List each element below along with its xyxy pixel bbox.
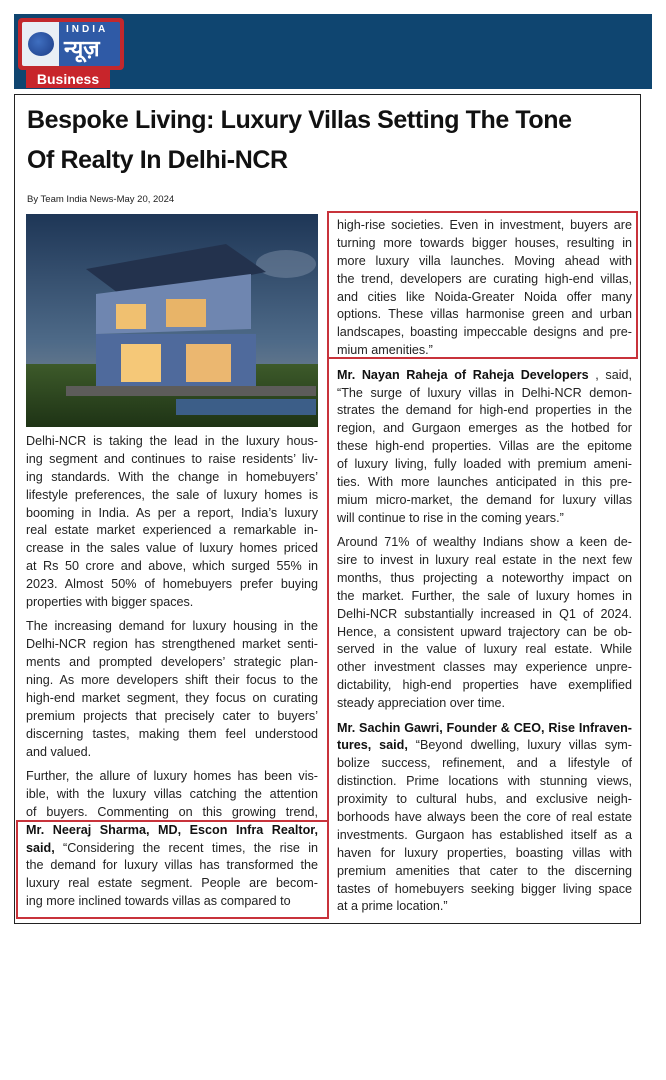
text-line: at a prime location.” — [337, 899, 448, 914]
logo-news-text: न्यूज़ — [64, 36, 100, 61]
text-line: options. These villas harmonise green and urban — [337, 307, 632, 322]
text-line: investments. Gurgaon has established itself as a — [337, 827, 632, 842]
text-line: months, thus projecting a noteworthy impact on — [337, 570, 632, 585]
text-line: ments and prompted developers’ strategic plan- — [26, 655, 318, 670]
text-line: high-rise societies. Even in investment, buyers are — [337, 218, 632, 232]
title-line: Of Realty In Delhi-NCR — [27, 146, 288, 174]
text-line: premium projects that precisely cater to buyers’ — [26, 708, 318, 723]
text-line: real estate market experienced a remarkable in- — [26, 523, 318, 538]
text-line: dictability, high-end properties have exemplified — [337, 678, 632, 693]
text-line: landscapes, boasting impeccable designs and pre- — [337, 325, 632, 340]
text-line: bolize success, refinement, and a lifestyle of — [337, 756, 632, 771]
text-line: Further, the allure of luxury homes has been vis- — [26, 769, 318, 784]
text-line: high-end market segment, they focus on curating — [26, 690, 318, 705]
text-line: turning more towards bigger houses, resulting in — [337, 235, 632, 250]
text-line: ing segment and continues to raise residents’ liv- — [26, 451, 318, 466]
globe-icon — [28, 32, 54, 56]
text-line: haven for luxury properties, boasting villas with — [337, 845, 632, 860]
quote-text: “Beyond dwelling, luxury villas sym- — [407, 738, 632, 753]
text-line: mium amenities.” — [337, 343, 433, 358]
quote-text: “Considering the recent times, the rise in — [54, 840, 318, 855]
byline: By Team India News-May 20, 2024 — [27, 194, 175, 205]
speaker-name: Mr. Sachin Gawri, Founder & CEO, Rise Infraven- — [337, 720, 632, 735]
text-line: the market. Further, the sale of luxury homes in — [337, 588, 632, 603]
quote-highlight-box — [16, 820, 329, 919]
speaker-name: Mr. Neeraj Sharma, MD, Escon Infra Realtor, — [26, 822, 318, 837]
quote-highlight-box — [327, 211, 638, 359]
text-line: the demand for luxury villas has transformed the — [26, 858, 318, 873]
text-line: properties with bigger spaces. — [26, 595, 194, 610]
logo-frame — [18, 18, 124, 70]
text-line: ing more inclined towards villas as compared to — [26, 894, 291, 909]
text-line: mium micro-market, the demand for luxury villas — [337, 492, 632, 507]
text-line: strates the demand for high-end properties in the — [337, 403, 632, 418]
text-line: more luxury villa launches. Moving ahead with — [337, 253, 632, 268]
text-line: distinction. Prime locations with stunning views, — [337, 774, 632, 789]
text-line: lifestyle preferences, the sale of luxury homes is — [26, 487, 318, 502]
text-line: Delhi-NCR substantially increased in Q1 of 2024. — [337, 606, 632, 621]
text-line: served in the value of luxury real estate. While — [337, 642, 632, 657]
text-line: ties. With more launches anticipated in this pre- — [337, 474, 632, 489]
text-line — [337, 367, 632, 385]
text-line: “The surge of luxury villas in Delhi-NCR demon- — [337, 385, 632, 400]
logo-panel — [22, 22, 120, 66]
text-line: the trend, developers are curating high-end villas, — [337, 271, 632, 286]
text-line: ing standards. With the change in homebuyers’ — [26, 469, 318, 484]
text-line: booming in India. As per a report, India’s luxury — [26, 505, 318, 520]
text-line: other investment classes may experience unpre- — [337, 660, 632, 675]
text-line: borhoods have always been the core of real estate — [337, 810, 632, 824]
text-line: discerning tastes, making them feel understood — [26, 726, 318, 741]
quote-text: , said, — [588, 367, 632, 382]
text-line: and cities like Noida-Greater Noida offer many — [337, 289, 632, 304]
text-line: tastes of homebuyers seeking bigger living space — [337, 881, 632, 896]
text-line: will continue to rise in the coming years.” — [337, 510, 564, 525]
text-line: crease in the sales value of luxury homes priced — [26, 541, 318, 556]
villa-photo — [26, 214, 318, 427]
text-line: and valued. — [26, 744, 92, 759]
article-title — [27, 100, 637, 180]
text-line: Delhi-NCR region has strengthened market senti- — [26, 637, 318, 652]
text-line: 2023. Almost 50% of homebuyers prefer buying — [26, 577, 318, 592]
text-line: Delhi-NCR is taking the lead in the luxury hous- — [26, 434, 318, 448]
text-line — [337, 720, 632, 738]
text-line: steady appreciation over time. — [337, 696, 506, 711]
text-line: premium amenities that cater to the discerning — [337, 863, 632, 878]
highlight-connector-line — [327, 357, 329, 822]
text-line: ning. As more developers shift their focus to the — [26, 673, 318, 688]
text-line: Around 71% of wealthy Indians show a keen de- — [337, 535, 632, 550]
text-line: of luxury living, fully loaded with premium ameni- — [337, 457, 632, 472]
speaker-name: Mr. Nayan Raheja of Raheja Developers — [337, 367, 589, 382]
text-line: at Rs 50 crore and above, which surged 55% in — [26, 559, 318, 574]
text-line: these high-end properties. Villas are the epitome — [337, 439, 632, 454]
title-line: Bespoke Living: Luxury Villas Setting The Tone — [27, 106, 572, 134]
text-line: of buyers. Commenting on this growing trend, — [26, 804, 318, 819]
text-line: proximity to cultural hubs, and exclusive neigh- — [337, 792, 632, 807]
india-news-logo[interactable] — [16, 16, 128, 88]
text-line: ible, with the luxury villas catching the attention — [26, 786, 318, 801]
speaker-name: said, — [26, 840, 55, 855]
logo-india-text: INDIA — [66, 24, 109, 35]
text-line: sire to invest in luxury real estate in the next few — [337, 553, 632, 568]
text-line: Hence, a consistent upward trajectory can be ob- — [337, 624, 632, 639]
speaker-name: tures, said, — [337, 738, 408, 753]
text-line: The increasing demand for luxury housing in the — [26, 619, 318, 634]
section-label: Business — [26, 70, 110, 88]
text-line — [337, 737, 632, 755]
text-line: luxury real estate segment. People are becom- — [26, 876, 318, 891]
text-line: region, and Gurgaon emerges as the hotbed for — [337, 421, 632, 436]
